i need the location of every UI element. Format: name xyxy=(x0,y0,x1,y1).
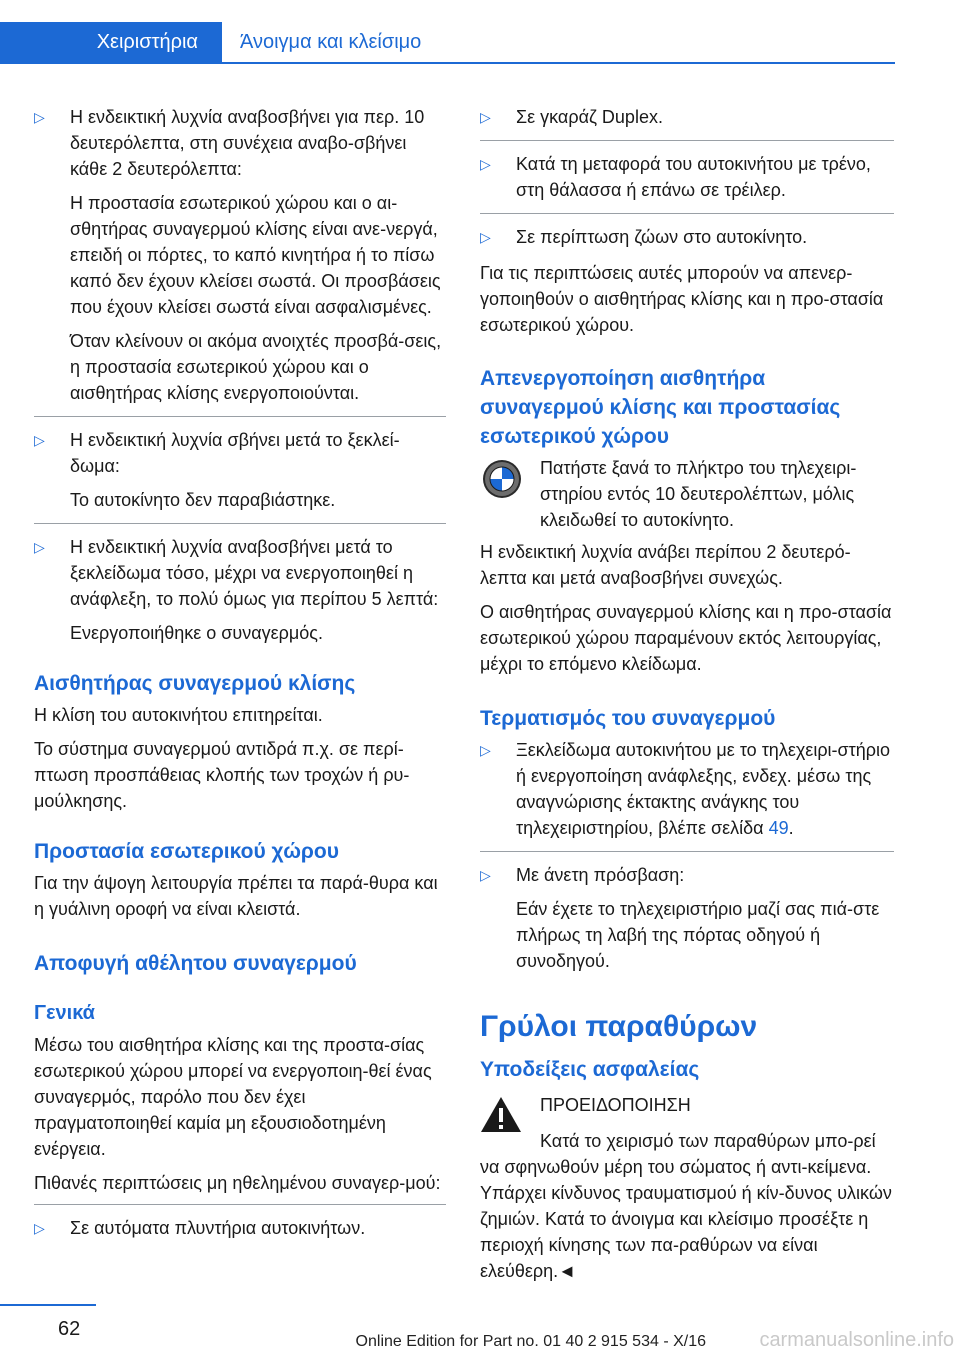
list-item-detail: Όταν κλείνουν οι ακόμα ανοιχτές προσβά-σεις, η προστασία εσωτερικού χώρου και ο αισθητήρας κλίσης ενεργοποιούνται. xyxy=(70,331,442,403)
heading-interior-protection: Προστασία εσωτερικού χώρου xyxy=(34,840,339,863)
divider xyxy=(34,416,446,417)
list-item xyxy=(34,534,446,646)
bullet-triangle-icon: ▷ xyxy=(480,742,491,758)
bullet-triangle-icon: ▷ xyxy=(480,109,491,125)
list-item-text: Σε γκαράζ Duplex. xyxy=(516,107,663,127)
heading-deactivate: Απενεργοποίηση αισθητήρα συναγερμού κλίσης και προστασίας εσωτερικού χώρου xyxy=(480,367,841,448)
paragraph: Η ενδεικτική λυχνία ανάβει περίπου 2 δευτερό-λεπτα και μετά αναβοσβήνει συνεχώς. xyxy=(480,542,851,588)
divider xyxy=(34,523,446,524)
list-item-text: Με άνετη πρόσβαση: xyxy=(516,865,685,885)
list-item-detail: Η προστασία εσωτερικού χώρου και ο αι-σθητήρας συναγερμού κλίσης είναι ανε-νεργά, επειδή οι πόρτες, το καπό κινητήρα ή το πίσω καπό δεν έχουν κλείσει σωστά. Οι προσβάσεις που έχουν κλείσει σωστά είναι ασφαλισμένες. xyxy=(70,193,441,317)
left-column xyxy=(34,104,446,1251)
list-item-text: Η ενδεικτική λυχνία αναβοσβήνει για περ. 10 δευτερόλεπτα, στη συνέχεια αναβο-σβήνει κάθε 2 δευτερόλεπτα: xyxy=(70,107,425,179)
list-item-text: Σε αυτόματα πλυντήρια αυτοκινήτων. xyxy=(70,1218,366,1238)
tab-opening-closing[interactable]: Άνοιγμα και κλείσιμο xyxy=(240,31,422,53)
page-header xyxy=(0,0,960,64)
heading-tilt-sensor: Αισθητήρας συναγερμού κλίσης xyxy=(34,672,356,695)
bullet-triangle-icon: ▷ xyxy=(480,229,491,245)
list-item-body: Ξεκλείδωμα αυτοκινήτου με το τηλεχειρι-στήριο ή ενεργοποίηση ανάφλεξης, ενδεχ. μέσω της αναγνώρισης έκτακτης ανάγκης του τηλεχειριστηρίου, βλέπε σελίδα xyxy=(516,740,891,838)
period: . xyxy=(788,818,794,838)
bmw-logo-icon xyxy=(482,459,522,499)
bullet-triangle-icon: ▷ xyxy=(34,1220,45,1236)
list-item-detail: Ενεργοποιήθηκε ο συναγερμός. xyxy=(70,623,323,643)
paragraph: Το σύστημα συναγερμού αντιδρά π.χ. σε περί-πτωση προσπάθειας κλοπής των τροχών ή ρυ-μούλκησης. xyxy=(34,739,410,811)
list-item-text: Η ενδεικτική λυχνία αναβοσβήνει μετά το ξεκλείδωμα τόσο, μέχρι να ενεργοποιηθεί η ανάφλεξη, το πολύ όμως για περίπου 5 λεπτά: xyxy=(70,537,439,609)
heading-safety-notes: Υποδείξεις ασφαλείας xyxy=(480,1058,700,1081)
list-item-detail: Το αυτοκίνητο δεν παραβιάστηκε. xyxy=(70,490,336,510)
list-item-text: Σε περίπτωση ζώων στο αυτοκίνητο. xyxy=(516,227,808,247)
page-number: 62 xyxy=(58,1318,81,1340)
list-item-text xyxy=(516,737,894,841)
bullet-triangle-icon: ▷ xyxy=(480,156,491,172)
warning-label: ΠΡΟΕΙΔΟΠΟΙΗΣΗ xyxy=(540,1095,691,1115)
divider xyxy=(480,851,894,852)
bullet-triangle-icon: ▷ xyxy=(34,109,45,125)
list-item-text: Κατά τη μεταφορά του αυτοκινήτου με τρένο, στη θάλασσα ή επάνω σε τρέιλερ. xyxy=(516,154,871,200)
heading-end-alarm: Τερματισμός του συναγερμού xyxy=(480,707,776,730)
warning-triangle-icon xyxy=(480,1096,522,1134)
tab-controls[interactable]: Χειριστήρια xyxy=(0,22,222,62)
divider xyxy=(34,1204,446,1205)
paragraph: Πατήστε ξανά το πλήκτρο του τηλεχειρι-στηρίου εντός 10 δευτερολέπτων, μόλις κλειδωθεί το αυτοκίνητο. xyxy=(540,458,857,530)
list-item xyxy=(34,104,446,406)
heading-avoid-false-alarm: Αποφυγή αθέλητου συναγερμού xyxy=(34,952,357,975)
remote-key-instruction xyxy=(480,455,894,533)
heading-power-windows: Γρύλοι παραθύρων xyxy=(480,1010,758,1043)
list-item xyxy=(480,224,894,250)
bullet-triangle-icon: ▷ xyxy=(34,539,45,555)
warning-block xyxy=(480,1092,894,1144)
list-item-detail: Εάν έχετε το τηλεχειριστήριο μαζί σας πιά-στε πλήρως τη λαβή της πόρτας οδηγού ή συνοδηγού. xyxy=(516,899,880,971)
warning-text: Κατά το χειρισμό των παραθύρων μπο-ρεί να σφηνωθούν μέρη του σώματος ή αντι-κείμενα. Υπάρχει κίνδυνος τραυματισμού ή κίν-δυνος υλικών ζημιών. Κατά το άνοιγμα και κλείσιμο προσέξτε η περιοχή κίνησης των πα-ραθύρων να είναι ελεύθερη.◄ xyxy=(480,1131,892,1281)
page-link[interactable]: 49 xyxy=(768,818,789,838)
paragraph: Μέσω του αισθητήρα κλίσης και της προστα-σίας εσωτερικού χώρου μπορεί να ενεργοποιη-θεί ένας συναγερμός, παρόλο που δεν έχει πραγματοποιηθεί καμία μη εξουσιοδοτημένη ενέργεια. xyxy=(34,1035,432,1159)
list-item xyxy=(480,737,894,841)
list-item xyxy=(34,1215,446,1241)
footer-divider xyxy=(0,1304,96,1306)
paragraph: Πιθανές περιπτώσεις μη ηθελημένου συναγερ-μού: xyxy=(34,1173,441,1193)
paragraph: Ο αισθητήρας συναγερμού κλίσης και η προ-στασία εσωτερικού χώρου παραμένουν εκτός λειτουργίας, μέχρι το επόμενο κλείδωμα. xyxy=(480,602,892,674)
bullet-triangle-icon: ▷ xyxy=(34,432,45,448)
edition-text: Online Edition for Part no. 01 40 2 915 534 - X/16 xyxy=(355,1333,706,1350)
watermark: carmanualsonline.info xyxy=(759,1329,954,1351)
paragraph: Για την άψογη λειτουργία πρέπει τα παρά-θυρα και η γυάλινη οροφή να είναι κλειστά. xyxy=(34,873,438,919)
divider xyxy=(480,213,894,214)
header-divider xyxy=(0,62,895,64)
list-item xyxy=(480,104,894,130)
paragraph: Η κλίση του αυτοκινήτου επιτηρείται. xyxy=(34,705,323,725)
divider xyxy=(480,140,894,141)
list-item xyxy=(480,151,894,203)
right-column xyxy=(480,104,894,1292)
list-item xyxy=(34,427,446,513)
list-item xyxy=(480,862,894,974)
heading-general: Γενικά xyxy=(34,1002,95,1024)
list-item-text: Η ενδεικτική λυχνία σβήνει μετά το ξεκλεί-δωμα: xyxy=(70,430,400,476)
bullet-triangle-icon: ▷ xyxy=(480,867,491,883)
paragraph: Για τις περιπτώσεις αυτές μπορούν να απενερ-γοποιηθούν ο αισθητήρας κλίσης και η προ-στασία εσωτερικού χώρου. xyxy=(480,263,884,335)
